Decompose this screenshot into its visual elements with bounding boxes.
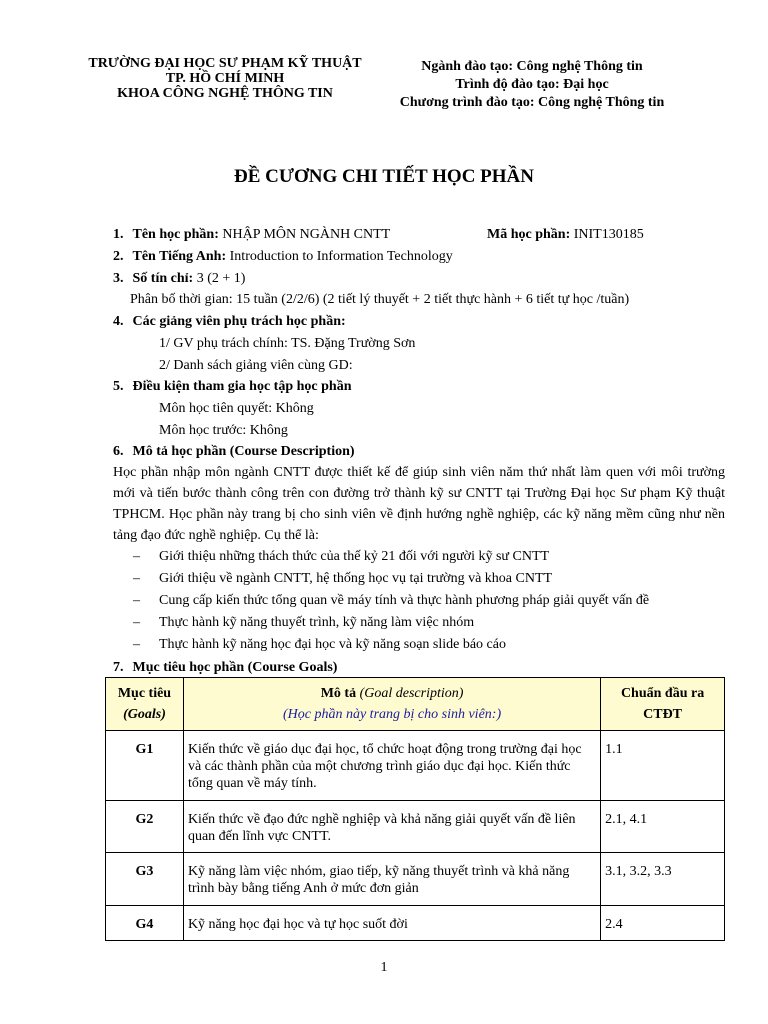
credits-value: 3 (2 + 1) — [193, 271, 246, 286]
table-row — [106, 906, 725, 941]
course-description: Học phần nhập môn ngành CNTT được thiết kế để giúp sinh viên năm thứ nhất làm quen với môi trường mới và tiến bước thành công trên con đường trở thành kỹ sư CNTT tại Trường Đại học Sư phạm Kỹ thuật TPHCM. Học phần này trang bị cho sinh viên về định hướng nghề nghiệp, các kỹ năng mềm cũng như nền tảng đạo đức nghề nghiệp. Cụ thể là: — [113, 465, 725, 543]
prerequisites-label: Điều kiện tham gia học tập học phần — [132, 379, 352, 394]
prerequisite-course: Môn học tiên quyết: Không — [159, 401, 314, 416]
previous-course: Môn học trước: Không — [159, 423, 288, 438]
description-label: Mô tả học phần (Course Description) — [132, 444, 355, 459]
goal-description: Kỹ năng học đại học và tự học suốt đời — [183, 906, 600, 941]
page-number: 1 — [380, 960, 388, 975]
table-row — [106, 801, 725, 853]
school-header — [70, 56, 380, 101]
goals-label: Mục tiêu học phần (Course Goals) — [132, 660, 338, 675]
course-name-label: Tên học phần: — [132, 227, 219, 242]
section-2: 2. Tên Tiếng Anh: Introduction to Information Technology — [113, 249, 453, 264]
lecturer-list: 2/ Danh sách giảng viên cùng GD: — [159, 358, 353, 373]
section-1: 1. Tên học phần: NHẬP MÔN NGÀNH CNTT — [113, 227, 391, 242]
credits-label: Số tín chỉ: — [132, 271, 194, 286]
degree-level: Trình độ đào tạo: Đại học — [455, 77, 609, 92]
table-header-row — [106, 678, 725, 731]
document-title: ĐỀ CƯƠNG CHI TIẾT HỌC PHẦN — [234, 166, 534, 187]
goals-column-header: Mục tiêu (Goals) — [106, 678, 184, 731]
major: Ngành đào tạo: Công nghệ Thông tin — [421, 59, 643, 74]
table-row — [106, 853, 725, 906]
main-lecturer: 1/ GV phụ trách chính: TS. Đặng Trường Sơn — [159, 336, 416, 351]
time-allocation: Phân bố thời gian: 15 tuần (2/2/6) (2 tiết lý thuyết + 2 tiết thực hành + 6 tiết tự học /tuần) — [130, 292, 630, 307]
school-city: TP. HỒ CHÍ MINH — [165, 71, 285, 86]
table-row — [106, 731, 725, 801]
goal-outcome: 2.4 — [601, 906, 725, 941]
course-name-value: NHẬP MÔN NGÀNH CNTT — [218, 227, 391, 242]
goal-outcome: 3.1, 3.2, 3.3 — [601, 853, 725, 906]
section-6: 6. Mô tả học phần (Course Description) — [113, 444, 355, 459]
goal-outcome: 2.1, 4.1 — [601, 801, 725, 853]
outcome-column-header: Chuẩn đầu ra CTĐT — [601, 678, 725, 731]
goal-outcome: 1.1 — [601, 731, 725, 801]
lecturers-label: Các giảng viên phụ trách học phần: — [132, 314, 346, 329]
section-7: 7. Mục tiêu học phần (Course Goals) — [113, 660, 338, 675]
english-name-label: Tên Tiếng Anh: — [132, 249, 227, 264]
document-page: TRƯỜNG ĐẠI HỌC SƯ PHẠM KỸ THUẬT TP. HỒ CHÍ MINH KHOA CÔNG NGHỆ THÔNG TIN Ngành đào tạo: Công nghệ Thông tin Trình độ đào tạo: Đại học Chương trình đào tạo: Công nghệ Thông tin ĐỀ CƯƠNG CHI TIẾT HỌC PHẦN 1. Tên học phần: NHẬP MÔN NGÀNH CNTT Mã học phần: INIT130185 2. Tên Tiếng Anh: Introduction to Information Technology 3. Số tín chỉ: 3 (2 + 1) Phân bố thời gian: 15 tuần (2/2/6) (2 tiết lý thuyết + 2 tiết thực hành + 6 tiết tự học /tuần) 4. Các giảng viên phụ trách học phần: 1/ GV phụ trách chính: TS. Đặng Trường Sơn 2/ Danh sách giảng viên cùng GD: 5. Điều kiện tham gia học tập học phần Môn học tiên quyết: Không Môn học trước: Không 6. Mô tả học phần (Course Description) Học phần nhập môn ngành CNTT được thiết kế để giúp sinh viên năm thứ nhất làm quen với môi trường mới và tiến bước thành công trên con đường trở thành kỹ sư CNTT tại Trường Đại học Sư phạm Kỹ thuật TPHCM. Học phần này trang bị cho sinh viên về định hướng nghề nghiệp, các kỹ năng mềm cũng như nền tảng đạo đức nghề nghiệp. Cụ thể là: – Giới thiệu những thách thức của thế kỷ 21 đối với người kỹ sư CNTT – Giới thiệu về ngành CNTT, hệ thống học vụ tại trường và khoa CNTT – Cung cấp kiến thức tổng quan về máy tính và thực hành phương pháp giải quyết vấn đề – Thực hành kỹ năng thuyết trình, kỹ năng làm việc nhóm – Thực hành kỹ năng học đại học và kỹ năng soạn slide báo cáo 7. Mục tiêu học phần (Course Goals) Mục tiêu (Goals) Mô tả (Goal description) (Học phần này trang bị cho sinh viên:) Chuẩn đầu ra CTĐT G1 Kiến thức về giáo dục đại học, tổ chức hoạt động trong trường đại học và các thành phần của một chương trình giáo dục đại học. Kiến thức tổng quan về máy tính. 1.1 G2 Kiến thức về đạo đức nghề nghiệp và khả năng giải quyết vấn đề liên quan đến lĩnh vực CNTT. 2.1, 4.1 G3 Kỹ năng làm việc nhóm, giao tiếp, kỹ năng thuyết trình và khả năng trình bày bằng tiếng Anh ở mức đơn giản 3.1, 3.2, 3.3 G4 Kỹ năng học đại học và tự học suốt đời 2.4 1 — [0, 0, 768, 1024]
course-code — [487, 226, 644, 244]
goal-description: Kiến thức về đạo đức nghề nghiệp và khả năng giải quyết vấn đề liên quan đến lĩnh vực CNTT. — [183, 801, 600, 853]
course-code-value: INIT130185 — [570, 227, 644, 242]
school-name: TRƯỜNG ĐẠI HỌC SƯ PHẠM KỸ THUẬT — [88, 56, 362, 71]
english-name-value: Introduction to Information Technology — [226, 249, 453, 264]
goals-table — [105, 677, 725, 941]
goal-id: G4 — [106, 906, 184, 941]
section-5: 5. Điều kiện tham gia học tập học phần — [113, 379, 352, 394]
goal-id: G2 — [106, 801, 184, 853]
goal-id: G3 — [106, 853, 184, 906]
goal-description: Kỹ năng làm việc nhóm, giao tiếp, kỹ năng thuyết trình và khả năng trình bày bằng tiếng Anh ở mức đơn giản — [183, 853, 600, 906]
section-4: 4. Các giảng viên phụ trách học phần: — [113, 314, 346, 329]
program: Chương trình đào tạo: Công nghệ Thông tin — [399, 95, 665, 110]
description-column-header: Mô tả (Goal description) (Học phần này trang bị cho sinh viên:) — [183, 678, 600, 731]
program-header — [382, 58, 682, 112]
faculty-name: KHOA CÔNG NGHỆ THÔNG TIN — [117, 86, 333, 101]
goal-id: G1 — [106, 731, 184, 801]
course-code-label: Mã học phần: — [487, 227, 571, 242]
section-3: 3. Số tín chỉ: 3 (2 + 1) — [113, 271, 246, 286]
goal-description: Kiến thức về giáo dục đại học, tổ chức hoạt động trong trường đại học và các thành phần của một chương trình giáo dục đại học. Kiến thức tổng quan về máy tính. — [183, 731, 600, 801]
